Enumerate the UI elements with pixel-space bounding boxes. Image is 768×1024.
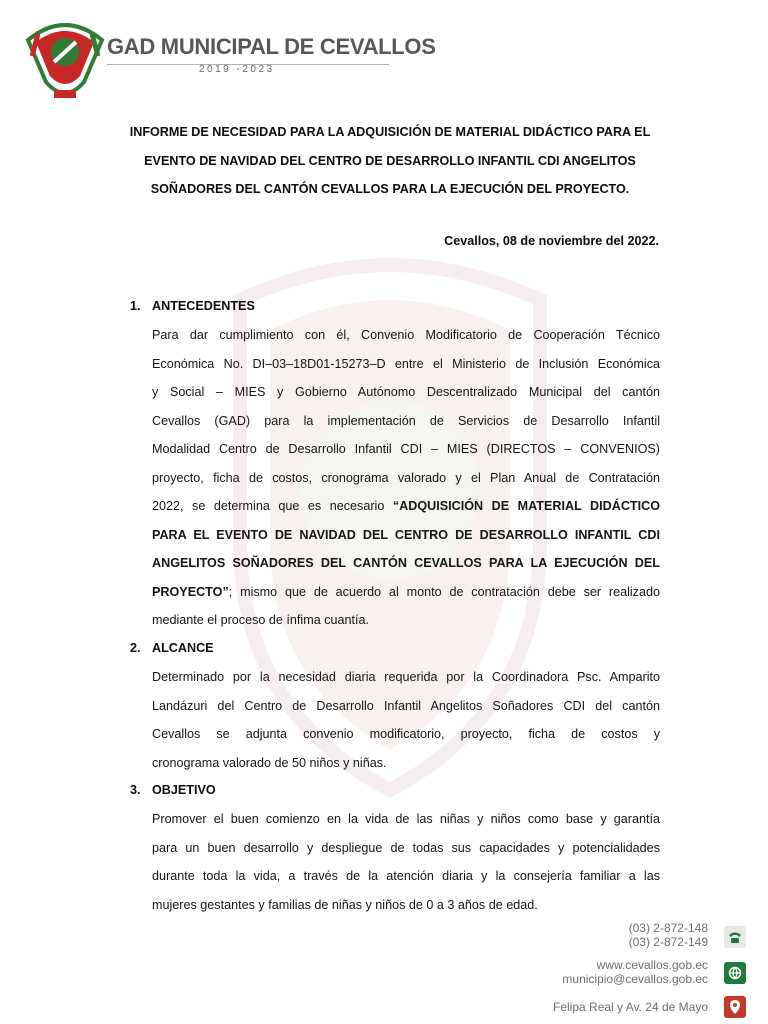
section-title: ALCANCE [152, 641, 214, 655]
paragraph-text: ; mismo que de acuerdo al monto de contratación debe ser realizado [228, 584, 660, 599]
brand-name: GAD MUNICIPAL DE CEVALLOS [107, 34, 436, 59]
paragraph-line [152, 578, 660, 607]
section-title: OBJETIVO [152, 783, 216, 797]
paragraph-line: Para dar cumplimiento con él, Convenio Modificatorio de Cooperación Técnico [152, 328, 660, 342]
phone-icon [724, 926, 746, 948]
section-number: 2. [130, 641, 141, 655]
brand-years: 2019 -2023 [199, 64, 275, 75]
header-brand [107, 34, 436, 75]
paragraph-line: mujeres gestantes y familias de niñas y niños de 0 a 3 años de edad. [152, 897, 538, 912]
phone-number: (03) 2-872-149 [628, 935, 708, 949]
section-title: ANTECEDENTES [152, 299, 255, 313]
document-title [110, 118, 670, 204]
paragraph-line: proyecto, ficha de costos, cronograma valorado y el Plan Anual de Contratación [152, 470, 660, 485]
footer-web [448, 958, 708, 986]
paragraph-line: cronograma valorado de 50 niños y niñas. [152, 755, 387, 770]
section-body-antecedentes [152, 321, 660, 635]
email-link[interactable]: municipio@cevallos.gob.ec [562, 972, 708, 986]
section-body-objetivo [152, 805, 660, 919]
title-line: INFORME DE NECESIDAD PARA LA ADQUISICIÓN DE MATERIAL DIDÁCTICO PARA EL [129, 125, 651, 139]
paragraph-line: mediante el proceso de ínfima cuantía. [152, 613, 370, 627]
section-body-alcance [152, 663, 660, 777]
address-text: Felipa Real y Av. 24 de Mayo [553, 1000, 708, 1014]
bold-text: PARA EL EVENTO DE NAVIDAD DEL CENTRO DE DESARROLLO INFANTIL CDI [152, 527, 660, 542]
bold-text: PROYECTO” [152, 584, 229, 599]
bold-text: “ADQUISICIÓN DE MATERIAL DIDÁCTICO [392, 499, 661, 513]
footer-phones [448, 921, 708, 949]
paragraph-line: Determinado por la necesidad diaria requerida por la Coordinadora Psc. Amparito [152, 670, 660, 684]
paragraph-line: para un buen desarrollo y despliegue de todas sus capacidades y potencialidades [152, 840, 660, 855]
paragraph-line: Económica No. DI–03–18D01-15273–D entre el Ministerio de Inclusión Económica [152, 356, 660, 371]
footer-address [448, 1000, 708, 1014]
paragraph-text: 2022, se determina que es necesario [152, 499, 385, 513]
paragraph-line: Cevallos (GAD) para la implementación de Servicios de Desarrollo Infantil [152, 413, 660, 428]
section-heading-objetivo [130, 783, 216, 797]
paragraph-line: durante toda la vida, a través de la atención diaria y la consejería familiar a las [152, 869, 660, 883]
section-heading-alcance [130, 641, 214, 655]
document-date: Cevallos, 08 de noviembre del 2022. [444, 234, 659, 248]
paragraph-line: y Social – MIES y Gobierno Autónomo Descentralizado Municipal del cantón [152, 385, 660, 399]
paragraph-line [152, 521, 660, 550]
paragraph-line [152, 492, 660, 521]
title-line: SOÑADORES DEL CANTÓN CEVALLOS PARA LA EJECUCIÓN DEL PROYECTO. [150, 182, 630, 196]
section-heading-antecedentes [130, 299, 255, 313]
bold-text: ANGELITOS SOÑADORES DEL CANTÓN CEVALLOS PARA LA EJECUCIÓN DEL [152, 556, 660, 570]
section-number: 1. [130, 299, 141, 313]
paragraph-line: Landázuri del Centro de Desarrollo Infantil Angelitos Soñadores CDI del cantón [152, 698, 660, 713]
paragraph-line [152, 549, 660, 578]
title-line: EVENTO DE NAVIDAD DEL CENTRO DE DESARROLLO INFANTIL CDI ANGELITOS [144, 153, 636, 168]
website-link[interactable]: www.cevallos.gob.ec [596, 958, 708, 972]
paragraph-line: Cevallos se adjunta convenio modificatorio, proyecto, ficha de costos y [152, 727, 660, 741]
phone-number: (03) 2-872-148 [628, 921, 708, 935]
paragraph-line: Promover el buen comienzo en la vida de las niñas y niños como base y garantía [152, 812, 660, 826]
municipal-logo [24, 12, 106, 102]
paragraph-line: Modalidad Centro de Desarrollo Infantil CDI – MIES (DIRECTOS – CONVENIOS) [152, 442, 660, 456]
section-number: 3. [130, 783, 141, 797]
location-pin-icon [724, 996, 746, 1018]
web-icon [724, 962, 746, 984]
